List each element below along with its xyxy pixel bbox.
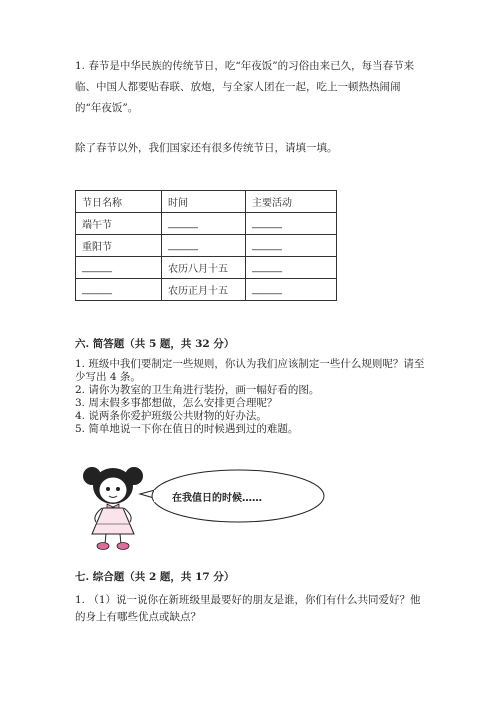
table-cell: 农历八月十五 (162, 257, 246, 279)
table-cell: ______ (76, 279, 162, 301)
comprehensive-question-1: 1. （1）说一说你在新班级里最要好的朋友是谁，你们有什么共同爱好？他的身上有哪些优点或缺点？ (75, 594, 421, 623)
table-cell: 农历正月十五 (162, 279, 246, 301)
list-item: 1. 班级中我们要制定一些规则，你认为我们应该制定一些什么规则呢？请至少写出 4 条。 (75, 358, 425, 383)
short-answer-list (75, 358, 425, 436)
header-activity: 主要活动 (246, 191, 337, 213)
table-cell: 重阳节 (76, 235, 162, 257)
section-7-title: 七. 综合题（共 2 题，共 17 分） (75, 571, 235, 583)
section-6-title: 六. 简答题（共 5 题，共 32 分） (75, 338, 235, 350)
table-cell: ______ (76, 257, 162, 279)
list-item: 3. 周末假多事都想做，怎么安排更合理呢？ (75, 397, 278, 409)
list-item: 4. 说两条你爱护班级公共财物的好办法。 (75, 410, 267, 422)
table-cell: 端午节 (76, 213, 162, 235)
table-row (76, 213, 337, 235)
table-cell: ______ (246, 235, 337, 257)
table-row (76, 235, 337, 257)
table-header-row (76, 191, 337, 213)
spring-festival-passage: 1. 春节是中华民族的传统节日，吃“年夜饭”的习俗由来已久，每当春节来临、中国人都要贴春联、放炮，与全家人团在一起，吃上一顿热热闹闹的“年夜饭”。 (75, 60, 415, 114)
table-cell: ______ (246, 257, 337, 279)
table-row (76, 257, 337, 279)
bubble-text: 在我值日的时候…… (172, 493, 262, 504)
table-cell: ______ (162, 213, 246, 235)
list-item: 2. 请你为教室的卫生角进行装扮，画一幅好看的图。 (75, 384, 320, 396)
table-cell: ______ (246, 279, 337, 301)
table-row (76, 279, 337, 301)
header-time: 时间 (162, 191, 246, 213)
festival-table (75, 190, 337, 301)
fill-instruction: 除了春节以外，我们国家还有很多传统节日，请填一填。 (75, 142, 338, 154)
header-festival-name: 节日名称 (76, 191, 162, 213)
table-cell: ______ (162, 235, 246, 257)
list-item: 5. 简单地说一下你在值日的时候遇到过的难题。 (75, 423, 299, 435)
table-cell: ______ (246, 213, 337, 235)
